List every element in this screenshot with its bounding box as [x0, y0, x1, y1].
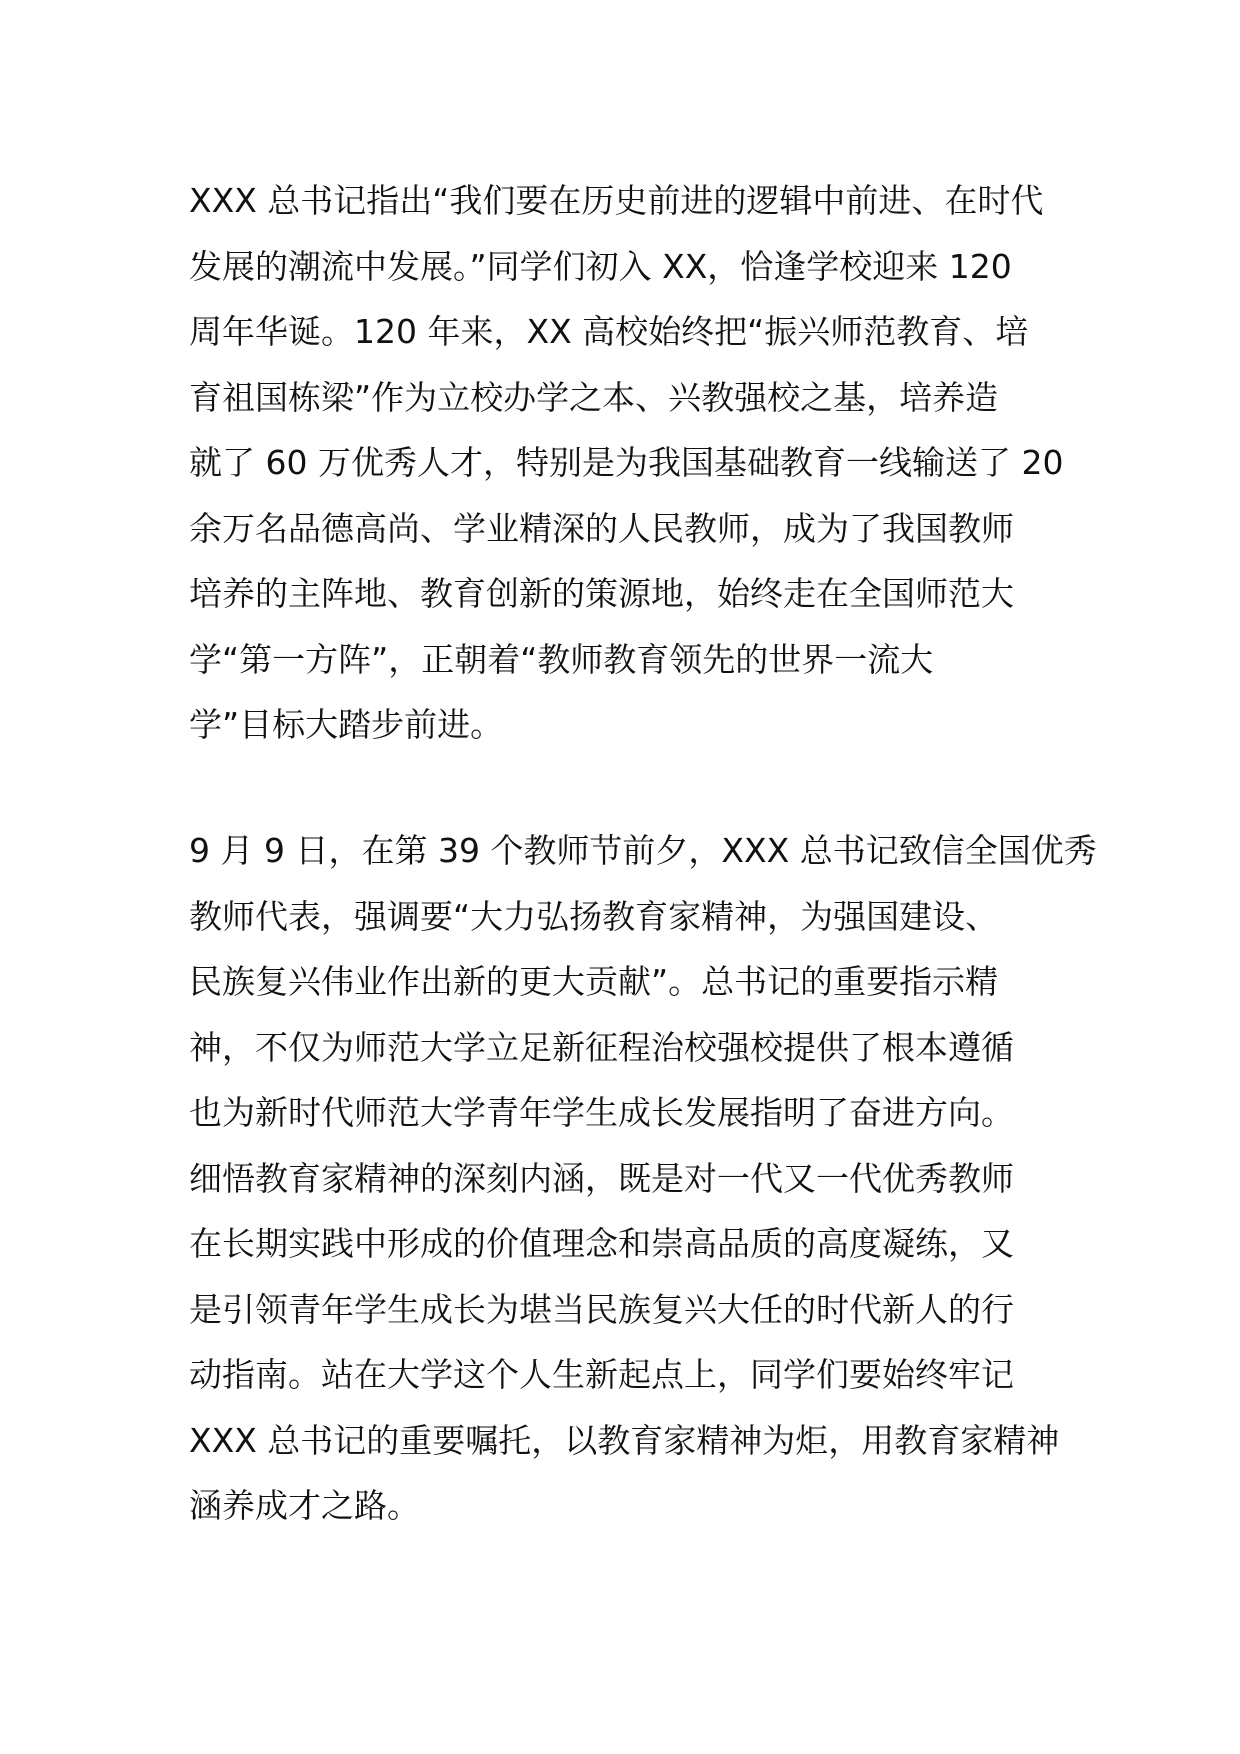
paragraph-line: 学“第一方阵”，正朝着“教师教育领先的世界一流大 [189, 639, 934, 679]
paragraph-line: 培养的主阵地、教育创新的策源地，始终走在全国师范大 [189, 574, 1014, 613]
paragraph-line: 周年华诞。120 年来，XX 高校始终把“振兴师范教育、培 [189, 312, 1029, 351]
paragraph-line: 也为新时代师范大学青年学生成长发展指明了奋进方向。 [189, 1093, 1014, 1132]
paragraph-line: 就了 60 万优秀人才，特别是为我国基础教育一线输送了 20 [189, 443, 1064, 482]
paragraph-line: XXX 总书记指出“我们要在历史前进的逻辑中前进、在时代 [189, 181, 1044, 220]
paragraph-line: 学”目标大踏步前进。 [189, 705, 504, 744]
paragraph-line: 是引领青年学生成长为堪当民族复兴大任的时代新人的行 [189, 1289, 1014, 1329]
paragraph-line: XXX 总书记的重要嘱托，以教育家精神为炬，用教育家精神 [189, 1420, 1060, 1460]
paragraph-line: 动指南。站在大学这个人生新起点上，同学们要始终牢记 [189, 1355, 1014, 1394]
paragraph-line: 涵养成才之路。 [189, 1486, 420, 1525]
paragraph-1 [189, 168, 1069, 758]
paragraph-line: 神，不仅为师范大学立足新征程治校强校提供了根本遵循 [189, 1027, 1014, 1067]
paragraph-line: 民族复兴伟业作出新的更大贡献”。总书记的重要指示精 [189, 962, 999, 1001]
paragraph-line: 在长期实践中形成的价值理念和崇高品质的高度凝练，又 [189, 1224, 1014, 1263]
paragraph-line: 余万名品德高尚、学业精深的人民教师，成为了我国教师 [189, 508, 1014, 548]
paragraph-line: 育祖国栋梁”作为立校办学之本、兴教强校之基，培养造 [189, 377, 999, 417]
paragraph-2 [189, 818, 1097, 1539]
paragraph-line: 细悟教育家精神的深刻内涵，既是对一代又一代优秀教师 [189, 1158, 1014, 1198]
paragraph-line: 教师代表，强调要“大力弘扬教育家精神，为强国建设、 [189, 896, 999, 936]
paragraph-line: 9 月 9 日，在第 39 个教师节前夕，XXX 总书记致信全国优秀 [189, 831, 1097, 870]
paragraph-line: 发展的潮流中发展。”同学们初入 XX，恰逢学校迎来 120 [189, 246, 1012, 286]
